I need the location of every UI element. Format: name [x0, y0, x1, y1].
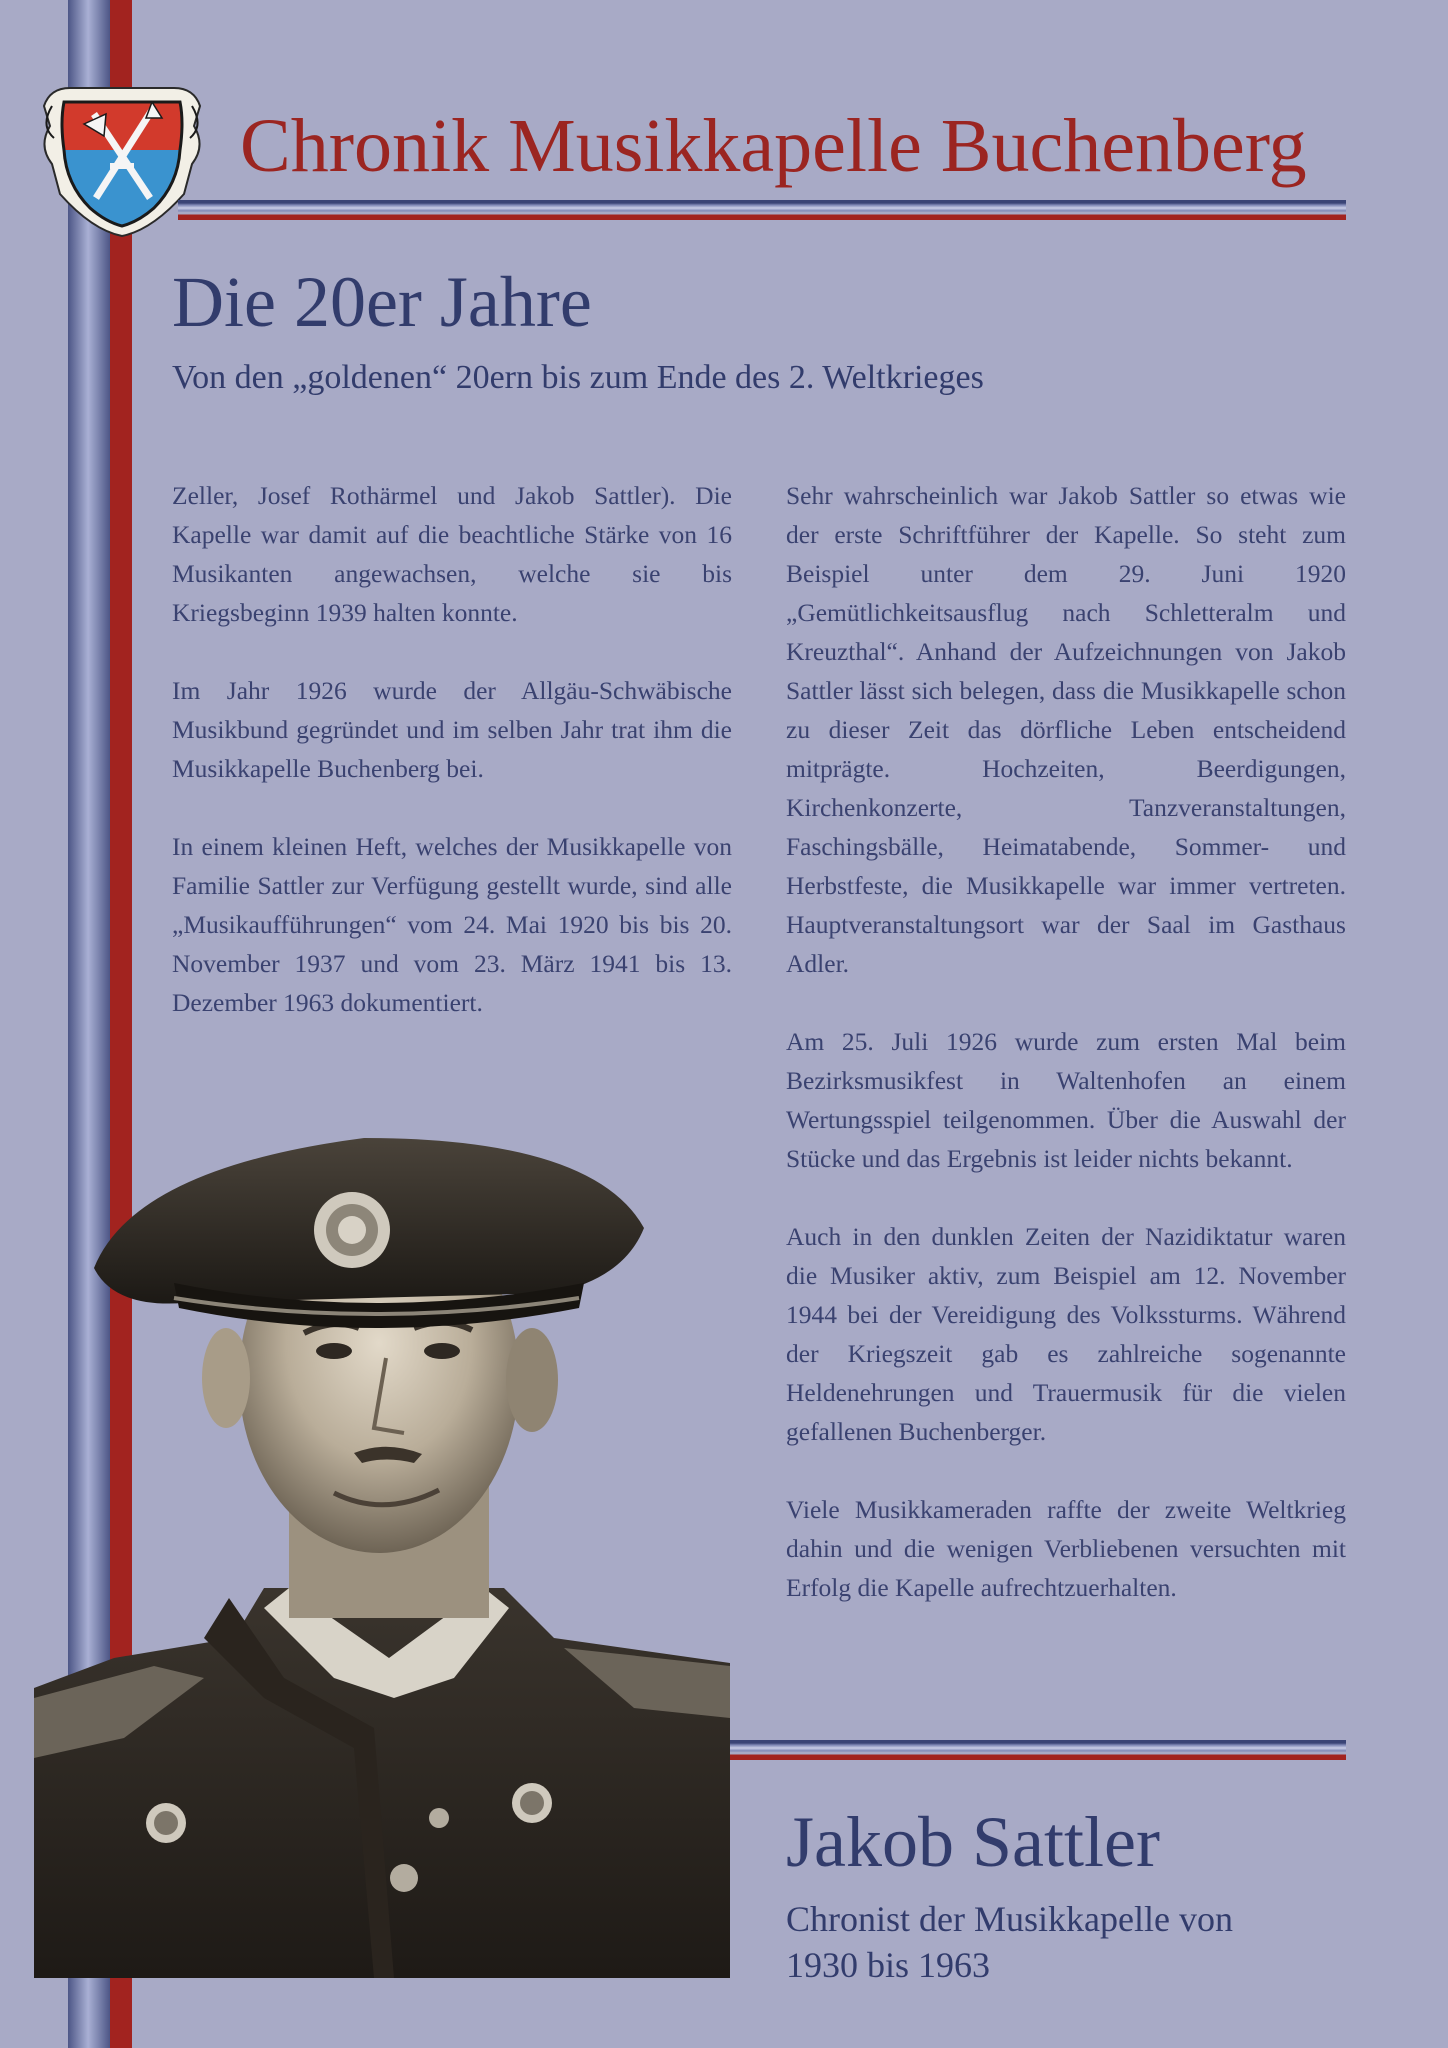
paragraph: In einem kleinen Heft, welches der Musikkapelle von Familie Sattler zur Verfügung gestellt wurde, sind alle „Musikaufführungen“ vom 24. Mai 1920 bis bis 20. November 1937 und vom 23. März 1941 bis 13. Dezember 1963 dokumentiert. [172, 832, 732, 1017]
right-text-column [786, 476, 1346, 1646]
portrait-photo [34, 1118, 730, 1978]
caption-rule [730, 1740, 1346, 1760]
section-title: Die 20er Jahre [172, 262, 592, 342]
section-subtitle: Von den „goldenen“ 20ern bis zum Ende des 2. Weltkrieges [172, 359, 984, 396]
paragraph: Viele Musikkameraden raffte der zweite Weltkrieg dahin und die wenigen Verbliebenen versuchten mit Erfolg die Kapelle aufrechtzuerhalten. [786, 1495, 1346, 1602]
paragraph: Zeller, Josef Rothärmel und Jakob Sattler). Die Kapelle war damit auf die beachtliche Stärke von 16 Musikanten angewachsen, welche sie bis Kriegsbeginn 1939 halten konnte. [172, 481, 732, 627]
paragraph: Im Jahr 1926 wurde der Allgäu-Schwäbische Musikbund gegründet und im selben Jahr trat ihm die Musikkapelle Buchenberg bei. [172, 676, 732, 783]
page-title: Chronik Musikkapelle Buchenberg [240, 104, 1307, 188]
left-text-column [172, 476, 732, 1061]
paragraph: Sehr wahrscheinlich war Jakob Sattler so etwas wie der erste Schriftführer der Kapelle. So steht zum Beispiel unter dem 29. Juni 1920 „Gemütlichkeitsausflug nach Schletteralm und Kreuzthal“. Anhand der Aufzeichnungen von Jakob Sattler lässt sich belegen, dass die Musikkapelle schon zu dieser Zeit das dörfliche Leben entscheidend mitprägte. Hochzeiten, Beerdigungen, Kirchenkonzerte, Tanzveranstaltungen, Faschingsbälle, Heimatabende, Sommer- und Herbstfeste, die Musikkapelle war immer vertreten. Hauptveranstaltungsort war der Saal im Gasthaus Adler. [786, 481, 1346, 978]
portrait-role: Chronist der Musikkapelle von 1930 bis 1963 [786, 1899, 1233, 1985]
portrait-name: Jakob Sattler [786, 1802, 1160, 1882]
title-rule [178, 200, 1346, 220]
paragraph: Auch in den dunklen Zeiten der Nazidiktatur waren die Musiker aktiv, zum Beispiel am 12. November 1944 bei der Vereidigung des Volkssturms. Während der Kriegszeit gab es zahlreiche sogenannte Heldenehrungen und Trauermusik für die vielen gefallenen Buchenberger. [786, 1222, 1346, 1446]
paragraph: Am 25. Juli 1926 wurde zum ersten Mal beim Bezirksmusikfest in Waltenhofen an einem Wertungsspiel teilgenommen. Über die Auswahl der Stücke und das Ergebnis ist leider nichts bekannt. [786, 1027, 1346, 1173]
